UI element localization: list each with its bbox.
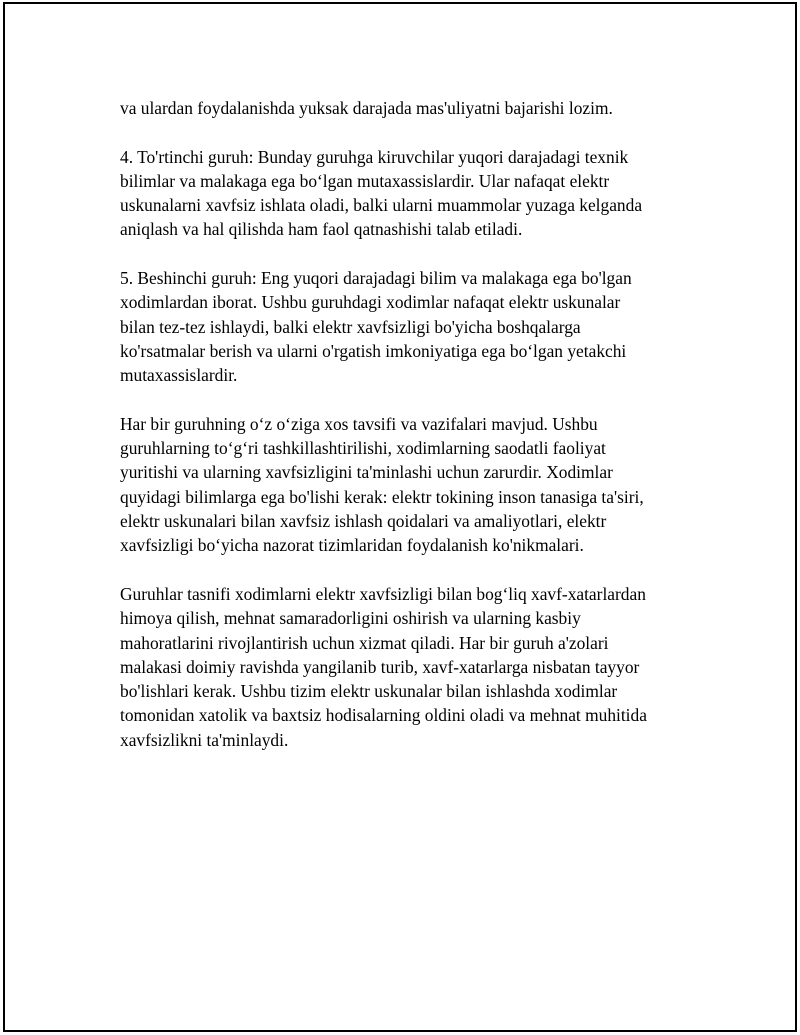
- text-line: himoya qilish, mehnat samaradorligini oshirish va ularning kasbiy: [120, 608, 581, 629]
- text-line: aniqlash va hal qilishda ham faol qatnashishi talab etiladi.: [120, 219, 523, 240]
- text-line: yuritishi va ularning xavfsizligini ta'minlashi uchun zarurdir. Xodimlar: [120, 462, 613, 483]
- document-body: [120, 96, 690, 776]
- text-line: Guruhlar tasnifi xodimlarni elektr xavfsizligi bilan bog‘liq xavf-xatarlardan: [120, 583, 646, 604]
- text-line: ko'rsatmalar berish va ularni o'rgatish imkoniyatiga ega bo‘lgan yetakchi: [120, 340, 627, 361]
- paragraph-classification-summary: [120, 582, 690, 752]
- text-line: elektr uskunalari bilan xavfsiz ishlash qoidalari va amaliyotlari, elektr: [120, 511, 607, 532]
- text-line: bo'lishlari kerak. Ushbu tizim elektr uskunalar bilan ishlashda xodimlar: [120, 681, 618, 702]
- text-line: tomonidan xatolik va baxtsiz hodisalarning oldini oladi va mehnat muhitida: [120, 705, 647, 726]
- paragraph-group-descriptions: [120, 412, 690, 558]
- paragraph-group-5: [120, 266, 690, 387]
- paragraph-continuation: [120, 96, 690, 120]
- text-line: xavfsizligi bo‘yicha nazorat tizimlaridan foydalanish ko'nikmalari.: [120, 535, 584, 556]
- text-line: 4. To'rtinchi guruh: Bunday guruhga kiruvchilar yuqori darajadagi texnik: [120, 146, 629, 167]
- text-line: quyidagi bilimlarga ega bo'lishi kerak: elektr tokining inson tanasiga ta'siri,: [120, 486, 644, 507]
- text-line: malakasi doimiy ravishda yangilanib turib, xavf-xatarlarga nisbatan tayyor: [120, 656, 640, 677]
- text-line: mahoratlarini rivojlantirish uchun xizmat qiladi. Har bir guruh a'zolari: [120, 632, 609, 653]
- text-line: bilimlar va malakaga ega bo‘lgan mutaxassislardir. Ular nafaqat elektr: [120, 170, 610, 191]
- paragraph-group-4: [120, 145, 690, 242]
- text-line: bilan tez-tez ishlaydi, balki elektr xavfsizligi bo'yicha boshqalarga: [120, 316, 581, 337]
- text-line: uskunalarni xavfsiz ishlata oladi, balki ularni muammolar yuzaga kelganda: [120, 195, 643, 216]
- text-line: mutaxassislardir.: [120, 365, 238, 386]
- text-line: Har bir guruhning o‘z o‘ziga xos tavsifi va vazifalari mavjud. Ushbu: [120, 413, 598, 434]
- page-frame: [3, 2, 797, 1032]
- text-line: xodimlardan iborat. Ushbu guruhdagi xodimlar nafaqat elektr uskunalar: [120, 292, 621, 313]
- text-line: xavfsizlikni ta'minlaydi.: [120, 729, 289, 750]
- text-line: va ulardan foydalanishda yuksak darajada mas'uliyatni bajarishi lozim.: [120, 98, 613, 118]
- text-line: 5. Beshinchi guruh: Eng yuqori darajadagi bilim va malakaga ega bo'lgan: [120, 268, 632, 289]
- text-line: guruhlarning to‘g‘ri tashkillashtirilishi, xodimlarning saodatli faoliyat: [120, 438, 606, 459]
